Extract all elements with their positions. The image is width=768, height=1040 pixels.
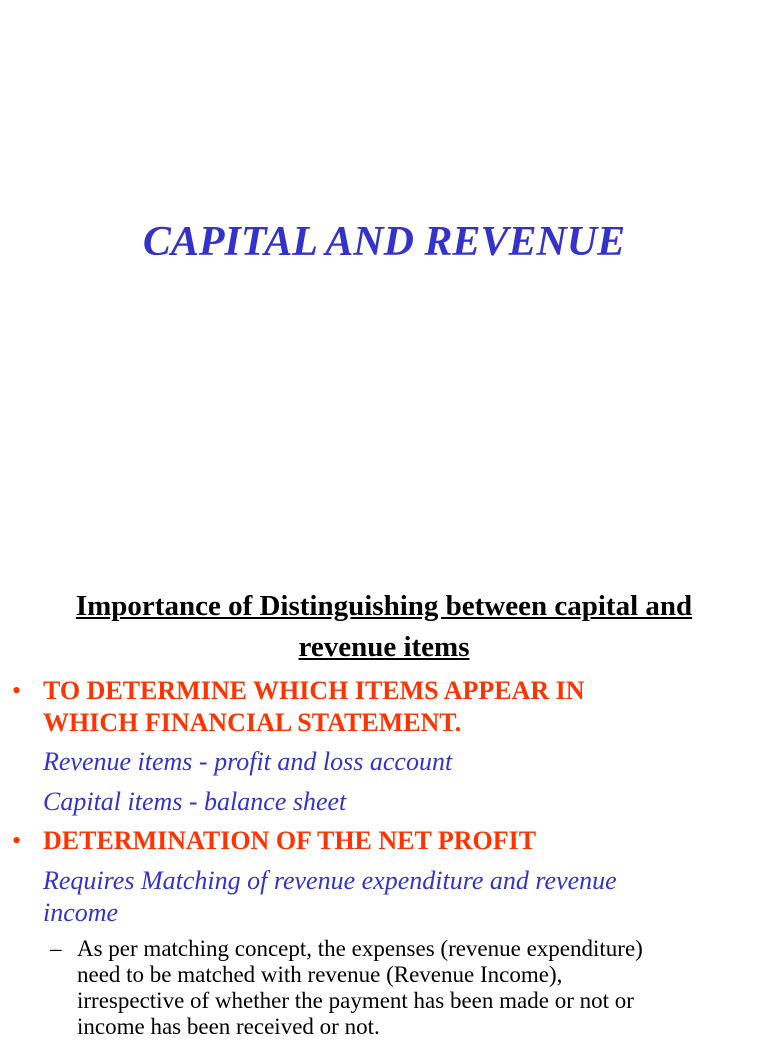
sub-item-revenue-items: Revenue items - profit and loss account [43, 747, 453, 776]
slide-importance [0, 560, 768, 1039]
bullet-line-1: TO DETERMINE WHICH ITEMS APPEAR IN [43, 676, 585, 705]
detail-line-1: As per matching concept, the expenses (revenue expenditure) [77, 936, 643, 961]
slide-heading-line-1: Importance of Distinguishing between capital and [75, 590, 693, 622]
bullet-icon: • [12, 676, 22, 705]
bullet-financial-statement [12, 675, 743, 739]
sub-item-matching-line-1: Requires Matching of revenue expenditure and revenue [43, 866, 617, 895]
slide-heading-line-2: revenue items [298, 631, 470, 663]
detail-matching-concept [50, 936, 737, 1040]
dash-icon: – [50, 936, 62, 961]
bullet-net-profit [12, 825, 743, 857]
detail-line-3: irrespective of whether the payment has been made or not or [77, 988, 634, 1013]
detail-line-4: income has been received or not. [77, 1014, 380, 1039]
sub-item-capital-items: Capital items - balance sheet [43, 787, 347, 816]
slide-title: CAPITAL AND REVENUE [142, 219, 626, 265]
detail-line-2: need to be matched with revenue (Revenue Income), [77, 962, 563, 987]
bullet-line-1: DETERMINATION OF THE NET PROFIT [43, 826, 537, 855]
slide-heading [0, 586, 768, 668]
bullet-line-2: WHICH FINANCIAL STATEMENT. [43, 708, 462, 737]
sub-item-matching [43, 865, 743, 929]
sub-item-matching-line-2: income [43, 898, 119, 927]
bullet-icon: • [12, 826, 22, 855]
